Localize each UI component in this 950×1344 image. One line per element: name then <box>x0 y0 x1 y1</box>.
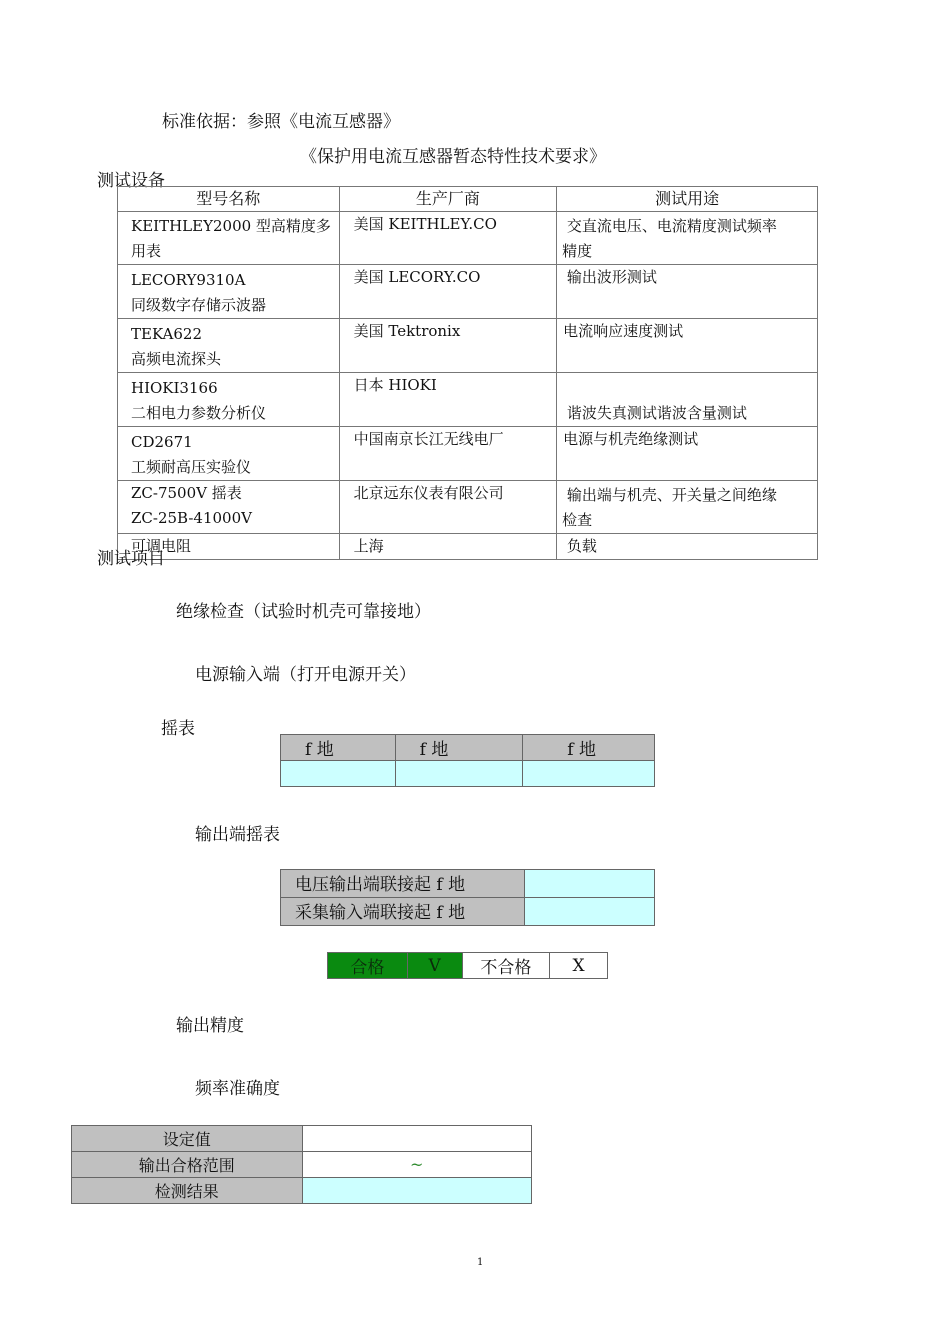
table-row <box>281 761 655 787</box>
pass-mark[interactable]: V <box>407 953 462 979</box>
use-line-1: 负载 <box>557 534 818 560</box>
table-row <box>281 735 655 761</box>
megger-header-1: f 地 <box>281 735 396 761</box>
megger-header-3: f 地 <box>523 735 655 761</box>
pass-fail-table <box>327 952 608 979</box>
frequency-table <box>71 1125 532 1204</box>
equipment-heading: 测试设备 <box>97 171 165 191</box>
set-value-input[interactable] <box>302 1126 532 1152</box>
use-line-1: 输出端与机壳、开关量之间绝缘 <box>562 486 777 504</box>
megger-value-1[interactable] <box>281 761 396 787</box>
equipment-header-row <box>118 187 818 212</box>
megger-value-2[interactable] <box>395 761 523 787</box>
table-row <box>328 953 608 979</box>
model-line-1: 可调电阻 <box>118 534 340 560</box>
maker-cell: 中国南京长江无线电厂 <box>339 427 557 481</box>
model-line-2: 高频电流探头 <box>131 350 222 368</box>
table-row <box>118 534 818 560</box>
megger-label: 摇表 <box>161 719 195 739</box>
maker-cell: 美国 Tektronix <box>339 319 557 373</box>
maker-cell: 美国 LECORY.CO <box>339 265 557 319</box>
use-line-2: 精度 <box>562 242 593 260</box>
output-megger-table <box>280 869 655 926</box>
table-row <box>72 1152 532 1178</box>
model-line-1: LECORY9310A <box>131 271 246 289</box>
voltage-output-label: 电压输出端联接起 f 地 <box>281 870 525 898</box>
table-row <box>118 373 818 427</box>
maker-cell: 美国 KEITHLEY.CO <box>339 212 557 265</box>
test-result-value[interactable] <box>302 1178 532 1204</box>
model-line-2: 同级数字存储示波器 <box>131 296 267 314</box>
maker-cell: 上海 <box>339 534 557 560</box>
insulation-heading: 绝缘检查（试验时机壳可靠接地） <box>176 602 431 622</box>
test-result-label: 检测结果 <box>72 1178 303 1204</box>
pass-label: 合格 <box>328 953 408 979</box>
power-input-heading: 电源输入端（打开电源开关） <box>195 665 416 685</box>
megger-value-3[interactable] <box>523 761 655 787</box>
voltage-output-value[interactable] <box>524 870 654 898</box>
megger-header-2: f 地 <box>395 735 523 761</box>
table-row <box>118 265 818 319</box>
use-line-1: 电源与机壳绝缘测试 <box>557 427 818 481</box>
fail-mark[interactable]: X <box>550 953 608 979</box>
output-precision-heading: 输出精度 <box>176 1016 244 1036</box>
table-row <box>118 319 818 373</box>
model-line-1: ZC-7500V 摇表 <box>131 484 242 502</box>
table-row <box>118 427 818 481</box>
items-heading: 测试项目 <box>97 549 165 569</box>
output-megger-heading: 输出端摇表 <box>195 825 280 845</box>
table-row <box>118 212 818 265</box>
model-line-2: 二相电力参数分析仪 <box>131 404 267 422</box>
pass-range-value[interactable]: ~ <box>302 1152 532 1178</box>
model-line-1: CD2671 <box>131 433 193 451</box>
table-row <box>281 870 655 898</box>
use-line-1: 电流响应速度测试 <box>557 319 818 373</box>
page-number: 1 <box>477 1257 484 1268</box>
use-line-2: 检查 <box>562 511 593 529</box>
model-line-1: KEITHLEY2000 型高精度多 <box>131 217 331 235</box>
fail-label: 不合格 <box>462 953 550 979</box>
pass-range-label: 输出合格范围 <box>72 1152 303 1178</box>
acquisition-input-label: 采集输入端联接起 f 地 <box>281 898 525 926</box>
basis-line-1: 标准依据：参照《电流互感器》 <box>162 112 400 132</box>
model-line-1: TEKA622 <box>131 325 203 343</box>
use-line-1: 输出波形测试 <box>562 268 657 286</box>
table-row <box>72 1178 532 1204</box>
model-line-2: 工频耐高压实验仪 <box>131 458 252 476</box>
basis-line-2: 《保护用电流互感器暂态特性技术要求》 <box>300 147 606 167</box>
table-row <box>72 1126 532 1152</box>
equipment-table <box>117 186 818 560</box>
header-maker: 生产厂商 <box>339 187 557 212</box>
header-use: 测试用途 <box>557 187 818 212</box>
model-line-2: 用表 <box>131 242 162 260</box>
megger-table <box>280 734 655 787</box>
header-model: 型号名称 <box>118 187 340 212</box>
maker-cell: 北京远东仪表有限公司 <box>339 481 557 534</box>
maker-cell: 日本 HIOKI <box>339 373 557 427</box>
table-row <box>281 898 655 926</box>
use-line-1: 交直流电压、电流精度测试频率 <box>562 217 777 235</box>
table-row <box>118 481 818 534</box>
model-line-1: HIOKI3166 <box>131 379 218 397</box>
use-line-2: 谐波失真测试谐波含量测试 <box>557 373 818 427</box>
frequency-accuracy-heading: 频率准确度 <box>195 1079 280 1099</box>
acquisition-input-value[interactable] <box>524 898 654 926</box>
model-line-2: ZC-25B-41000V <box>131 509 252 527</box>
set-value-label: 设定值 <box>72 1126 303 1152</box>
